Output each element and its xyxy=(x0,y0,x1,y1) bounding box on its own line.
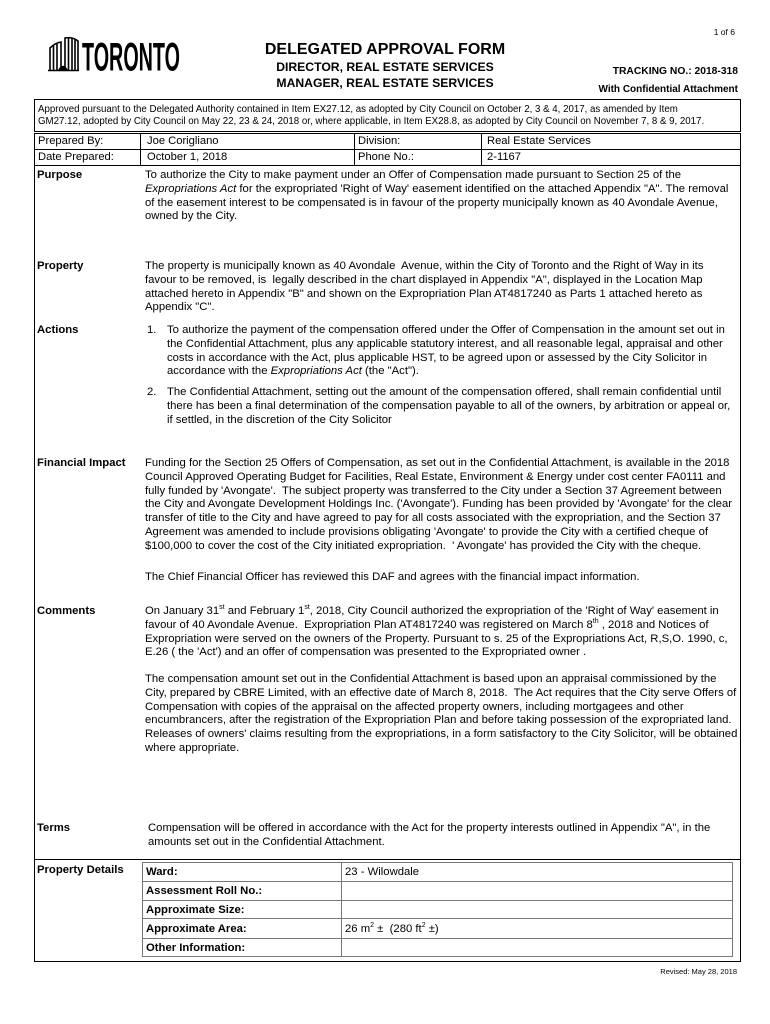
cfo-review-statement xyxy=(145,571,640,585)
date-prepared-label: Date Prepared: xyxy=(35,150,141,166)
text-segment: if settled, in the discretion of the City Solicitor xyxy=(167,413,392,426)
text-segment: favour to be removed, is legally described in the chart displayed in Appendix "A", displayed in the Location Map xyxy=(145,273,703,286)
text-segment: Council Approved Operating Budget for Facilities, Real Estate, Environment & Energy under cost center FA0111 and xyxy=(145,470,726,483)
preparer-info-table xyxy=(34,133,741,166)
tracking-number: TRACKING NO.: 2018-318 xyxy=(612,66,738,77)
city-hall-icon xyxy=(48,38,79,71)
text-line xyxy=(145,471,732,485)
phone-value: 2-1167 xyxy=(482,150,741,166)
logo-wordmark: TORONTO xyxy=(82,35,180,80)
property-text xyxy=(145,260,703,315)
text-segment: , 2018 and Notices of xyxy=(598,618,709,631)
text-line xyxy=(145,571,640,585)
text-line xyxy=(148,836,710,850)
text-segment: and February 1 xyxy=(224,605,305,617)
text-segment: for the expropriated 'Right of Way' easement identified on the attached Appendix "A". The removal xyxy=(236,182,729,195)
text-segment: there has been a final determination of the compensation payable to all of the owners, by arbitration or appeal or, xyxy=(167,399,731,412)
form-subtitle-manager: MANAGER, REAL ESTATE SERVICES xyxy=(276,76,494,90)
text-line xyxy=(145,301,703,315)
right-tower-stripe xyxy=(69,38,76,70)
text-segment: transfer of title to the City and have agreed to pay for all costs associated with the expropriation, and the Section 37 xyxy=(145,512,721,525)
ward-value xyxy=(342,863,733,882)
left-tower-shape xyxy=(50,42,61,70)
text-line xyxy=(145,742,737,756)
text-segment: ±) xyxy=(425,922,439,935)
terms-label: Terms xyxy=(37,822,71,834)
text-line xyxy=(38,104,740,116)
text-line xyxy=(167,386,730,400)
text-segment: ± (280 ft xyxy=(374,922,422,935)
text-segment: of the easement interest to be compensated is in favour of the property municipally known as 40 Avondale Avenue, xyxy=(145,196,718,209)
text-segment: $100,000 to cover the cost of the City initiated expropriation. ' Avongate' has provided the City with the cheque. xyxy=(145,539,702,552)
text-line xyxy=(167,338,725,352)
action-item-number: 1. xyxy=(147,324,157,336)
other-information-label: Other Information: xyxy=(143,939,342,957)
property-details-divider xyxy=(34,859,741,860)
text-line xyxy=(145,274,703,288)
approximate-area-value xyxy=(342,919,733,939)
text-line xyxy=(345,922,439,936)
text-segment: Approved pursuant to the Delegated Authority contained in Item EX27.12, as adopted by City Council on October 2, 3 & 4, 2017, as amended by Item xyxy=(38,104,678,115)
page-number: 1 of 6 xyxy=(713,27,735,37)
text-line xyxy=(145,197,728,211)
attachment-note: With Confidential Attachment xyxy=(598,84,738,95)
actions-label: Actions xyxy=(37,324,79,336)
text-line xyxy=(145,526,732,540)
action-item-text xyxy=(167,386,730,427)
approximate-area-label: Approximate Area: xyxy=(143,919,342,939)
financial-impact-text xyxy=(145,457,732,554)
text-segment: Agreement was amended to include provisions obligating 'Avongate' to provide the City with a certified cheque of xyxy=(145,525,709,538)
property-details-table xyxy=(142,862,733,957)
action-item-number: 2. xyxy=(147,386,157,398)
italic-text: Expropriations Act xyxy=(270,365,362,378)
text-line xyxy=(145,288,703,302)
text-line xyxy=(167,324,725,338)
phone-label: Phone No.: xyxy=(355,150,482,166)
text-segment: E.26 ( the 'Act') and an offer of compensation was presented to the Expropriated owner . xyxy=(145,646,587,659)
text-segment: To authorize the payment of the compensation offered under the Offer of Compensation in the amount set out in xyxy=(167,324,725,336)
text-segment: Funding for the Section 25 Offers of Compensation, as set out in the Confidential Attachment, is available in the 2018 xyxy=(145,457,730,469)
comments-text xyxy=(145,673,737,756)
text-line xyxy=(145,210,728,224)
approximate-size-label: Approximate Size: xyxy=(143,901,342,919)
text-segment: owned by the City. xyxy=(145,210,238,223)
text-line xyxy=(145,633,728,647)
text-line xyxy=(145,619,728,633)
text-line xyxy=(145,714,737,728)
text-segment: The compensation amount set out in the Confidential Attachment is based upon an appraisal commissioned by the xyxy=(145,673,717,685)
text-line xyxy=(145,183,728,197)
purpose-text xyxy=(145,169,728,224)
superscript-text: 2 xyxy=(421,921,426,929)
text-segment: Compensation will be offered in accordance with the Act for the property interests outlined in Appendix "A", in the xyxy=(148,822,711,834)
approximate-size-value xyxy=(342,901,733,919)
prepared-by-label: Prepared By: xyxy=(35,134,141,150)
assessment-roll-value xyxy=(342,882,733,901)
text-segment: Expropriation were served on the owners of the Property. Pursuant to s. 25 of the Expropriations Act, R,S,O. 1990, c, xyxy=(145,632,728,645)
text-line xyxy=(167,352,725,366)
superscript-text: th xyxy=(592,618,599,626)
comments-label: Comments xyxy=(37,605,96,617)
text-segment: Releases of owners' claims resulting from the expropriations, in a form satisfactory to the City Solicitor, will be obtained xyxy=(145,728,738,741)
toronto-logo xyxy=(46,34,186,80)
text-segment: favour of 40 Avondale Avenue. Expropriation Plan AT4817240 was registered on March 8 xyxy=(145,618,593,631)
text-line xyxy=(145,687,737,701)
text-line xyxy=(145,728,737,742)
text-segment: City, prepared by CBRE Limited, with an effective date of March 8, 2018. The Act requires that the City serve Offers of xyxy=(145,686,737,699)
text-segment: amounts set out in the Confidential Attachment. xyxy=(148,835,385,848)
assessment-roll-label: Assessment Roll No.: xyxy=(143,882,342,901)
text-segment: encumbrancers, after the registration of the Expropriation Plan and before taking possession of the expropriated land. xyxy=(145,714,732,727)
text-segment: fully funded by 'Avongate'. The subject property was transferred to the City under a Section 37 Agreement between xyxy=(145,484,722,497)
date-prepared-value: October 1, 2018 xyxy=(141,150,355,166)
left-tower-stripe xyxy=(54,44,58,70)
purpose-label: Purpose xyxy=(37,169,83,181)
text-line xyxy=(145,512,732,526)
text-segment: , 2018, City Council authorized the expropriation of the 'Right of Way' easement in xyxy=(309,605,719,617)
text-line xyxy=(145,540,732,554)
revision-date: Revised: May 28, 2018 xyxy=(660,967,737,976)
prepared-by-value: Joe Corigliano xyxy=(141,134,355,150)
text-line xyxy=(38,116,740,128)
text-line xyxy=(145,260,703,274)
text-line xyxy=(145,457,732,471)
text-segment: GM27.12, adopted by City Council on May 22, 23 & 24, 2018 or, where applicable, in Item EX28.8, as adopted by City Council on November 7, 8 & 9, 2017. xyxy=(38,116,705,127)
text-line xyxy=(345,865,419,879)
text-segment: Compensation with copies of the appraisal on the affected property owners, including mortgagees and other xyxy=(145,700,684,713)
form-subtitle-director: DIRECTOR, REAL ESTATE SERVICES xyxy=(276,60,494,74)
text-line xyxy=(167,414,730,428)
authority-statement xyxy=(34,99,741,132)
text-segment: The Chief Financial Officer has reviewed this DAF and agrees with the financial impact information. xyxy=(145,571,640,583)
superscript-text: st xyxy=(304,604,310,612)
text-segment: The Confidential Attachment, setting out the amount of the compensation offered, shall remain confidential until xyxy=(167,386,722,398)
text-line xyxy=(145,498,732,512)
text-segment: where appropriate. xyxy=(145,741,240,754)
financial-impact-label: Financial Impact xyxy=(37,457,126,469)
text-segment: costs in accordance with the Act, plus applicable HST, to be agreed upon or assessed by the City Solicitor in xyxy=(167,351,708,364)
division-value: Real Estate Services xyxy=(482,134,741,150)
division-label: Division: xyxy=(355,134,482,150)
terms-text xyxy=(148,822,710,850)
comments-text xyxy=(145,605,728,660)
text-line xyxy=(167,400,730,414)
action-item-text xyxy=(167,324,725,379)
text-line xyxy=(145,646,728,660)
text-segment: accordance with the xyxy=(167,365,271,378)
text-segment: the City and Avongate Development Holdings Inc. ('Avongate'). Funding has been provided by 'Avongate' for the clear xyxy=(145,498,733,511)
text-line xyxy=(145,485,732,499)
text-line xyxy=(148,822,710,836)
text-line xyxy=(145,605,728,619)
text-line xyxy=(145,169,728,183)
text-segment: attached hereto in Appendix "B" and shown on the Expropriation Plan AT4817240 as Parts 1 attached hereto as xyxy=(145,287,703,300)
text-segment: 23 - Wilowdale xyxy=(345,866,420,878)
text-segment: 26 m xyxy=(345,922,371,935)
superscript-text: st xyxy=(219,604,225,612)
text-segment: To authorize the City to make payment under an Offer of Compensation made pursuant to Section 25 of the xyxy=(145,169,682,181)
text-segment: The property is municipally known as 40 Avondale Avenue, within the City of Toronto and the Right of Way in its xyxy=(145,260,704,272)
property-label: Property xyxy=(37,260,84,272)
text-segment: (the "Act"). xyxy=(361,365,419,378)
ward-label: Ward: xyxy=(143,863,342,882)
italic-text: Expropriations Act xyxy=(145,182,237,195)
text-line xyxy=(145,701,737,715)
text-line xyxy=(167,365,725,379)
other-information-value xyxy=(342,939,733,957)
text-segment: the Confidential Attachment, plus any applicable statutory interest, and all reasonable legal, appraisal and other xyxy=(167,337,723,350)
form-title: DELEGATED APPROVAL FORM xyxy=(264,41,506,58)
text-segment: Appendix "C". xyxy=(145,301,215,314)
superscript-text: 2 xyxy=(370,921,375,929)
property-details-label: Property Details xyxy=(37,864,124,876)
text-segment: On January 31 xyxy=(145,605,220,617)
text-line xyxy=(145,673,737,687)
